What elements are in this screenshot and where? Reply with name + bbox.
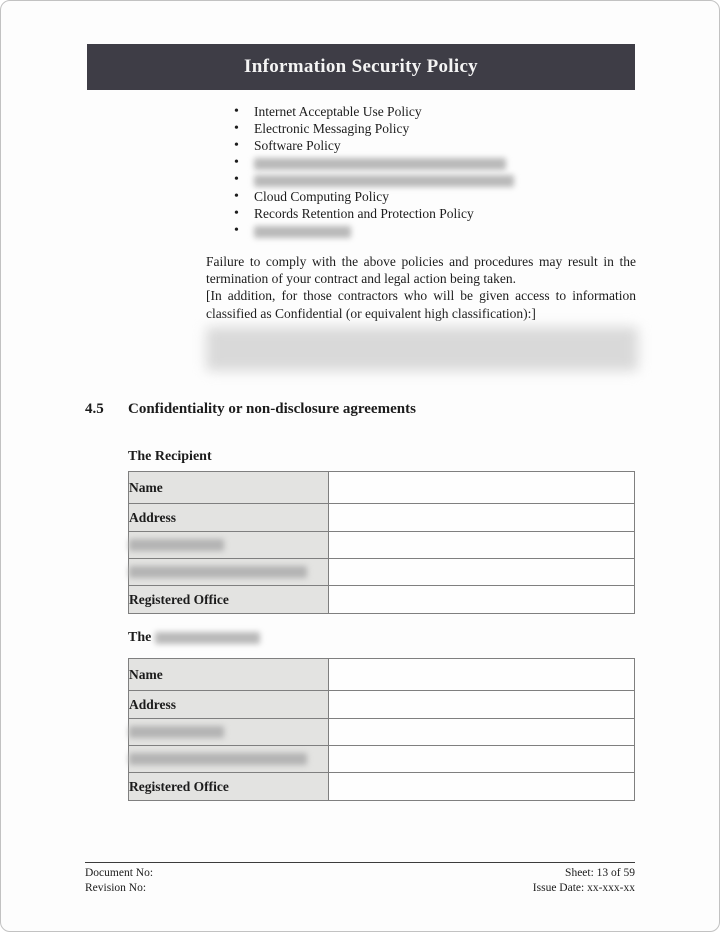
row-label-redacted bbox=[129, 532, 329, 559]
row-label-name: Name bbox=[129, 472, 329, 504]
footer-right-block bbox=[533, 866, 635, 896]
recipient-heading-label: The Recipient bbox=[128, 449, 212, 464]
footer-left-block bbox=[85, 866, 153, 896]
recipient-table bbox=[128, 471, 635, 614]
redacted-text-blob bbox=[129, 566, 307, 578]
second-heading-prefix: The bbox=[128, 630, 152, 645]
row-label-redacted bbox=[129, 559, 329, 586]
redacted-text-blob bbox=[155, 632, 260, 644]
row-label-redacted bbox=[129, 719, 329, 746]
row-value-name bbox=[329, 472, 635, 504]
redacted-text-blob bbox=[254, 158, 506, 170]
row-value-address bbox=[329, 691, 635, 719]
table-row-redacted bbox=[129, 746, 635, 773]
row-label-name: Name bbox=[129, 659, 329, 691]
paragraph-compliance: Failure to comply with the above policies and procedures may result in the termination of your contract and legal action being taken. bbox=[206, 254, 636, 287]
policy-item-label: Software Policy bbox=[254, 138, 341, 153]
row-label-registered-office: Registered Office bbox=[129, 773, 329, 801]
policy-list-item bbox=[234, 120, 514, 137]
policy-list-item bbox=[234, 188, 514, 205]
table-row bbox=[129, 504, 635, 532]
policy-list-item bbox=[234, 103, 514, 120]
redacted-text-blob bbox=[254, 226, 351, 238]
policy-list-item-redacted bbox=[234, 222, 514, 239]
policy-item-label: Internet Acceptable Use Policy bbox=[254, 104, 422, 119]
row-value-registered-office bbox=[329, 773, 635, 801]
row-value bbox=[329, 559, 635, 586]
redacted-text-blob bbox=[129, 726, 224, 738]
footer-revision-no: Revision No: bbox=[85, 882, 147, 894]
body-paragraphs bbox=[206, 253, 636, 322]
second-table-heading bbox=[128, 630, 260, 646]
section-heading bbox=[85, 401, 416, 418]
table-row-redacted bbox=[129, 559, 635, 586]
section-title: Confidentiality or non-disclosure agreements bbox=[128, 401, 416, 417]
row-value bbox=[329, 719, 635, 746]
policy-list-item bbox=[234, 137, 514, 154]
paragraph-contractors: [In addition, for those contractors who will be given access to information classified as Confidential (or equivalent high classification):] bbox=[206, 288, 636, 321]
table-row bbox=[129, 472, 635, 504]
policy-item-label: Records Retention and Protection Policy bbox=[254, 206, 474, 221]
row-label-address: Address bbox=[129, 504, 329, 532]
row-value-registered-office bbox=[329, 586, 635, 614]
table-row-redacted bbox=[129, 719, 635, 746]
row-value bbox=[329, 532, 635, 559]
document-title: Information Security Policy bbox=[244, 56, 478, 77]
redacted-paragraph-blob bbox=[206, 327, 638, 371]
row-value bbox=[329, 746, 635, 773]
policy-item-label: Electronic Messaging Policy bbox=[254, 121, 410, 136]
section-number: 4.5 bbox=[85, 401, 104, 417]
row-value-address bbox=[329, 504, 635, 532]
policy-list-item bbox=[234, 205, 514, 222]
footer-sheet: Sheet: 13 of 59 bbox=[565, 867, 635, 879]
policy-bullet-list bbox=[234, 103, 514, 239]
policy-list-item-redacted bbox=[234, 171, 514, 188]
second-party-table bbox=[128, 658, 635, 801]
redacted-text-blob bbox=[129, 539, 224, 551]
redacted-text-blob bbox=[129, 753, 307, 765]
redacted-text-blob bbox=[254, 175, 514, 187]
recipient-table-heading bbox=[128, 449, 212, 465]
table-row bbox=[129, 773, 635, 801]
policy-item-label: Cloud Computing Policy bbox=[254, 189, 390, 204]
table-row bbox=[129, 659, 635, 691]
row-label-address: Address bbox=[129, 691, 329, 719]
document-title-bar bbox=[87, 44, 635, 90]
table-row-redacted bbox=[129, 532, 635, 559]
footer-document-no: Document No: bbox=[85, 867, 154, 879]
row-label-registered-office: Registered Office bbox=[129, 586, 329, 614]
policy-list-item-redacted bbox=[234, 154, 514, 171]
table-row bbox=[129, 691, 635, 719]
footer-issue-date: Issue Date: xx-xxx-xx bbox=[532, 882, 635, 894]
table-row bbox=[129, 586, 635, 614]
row-value-name bbox=[329, 659, 635, 691]
row-label-redacted bbox=[129, 746, 329, 773]
page-footer bbox=[85, 862, 635, 896]
